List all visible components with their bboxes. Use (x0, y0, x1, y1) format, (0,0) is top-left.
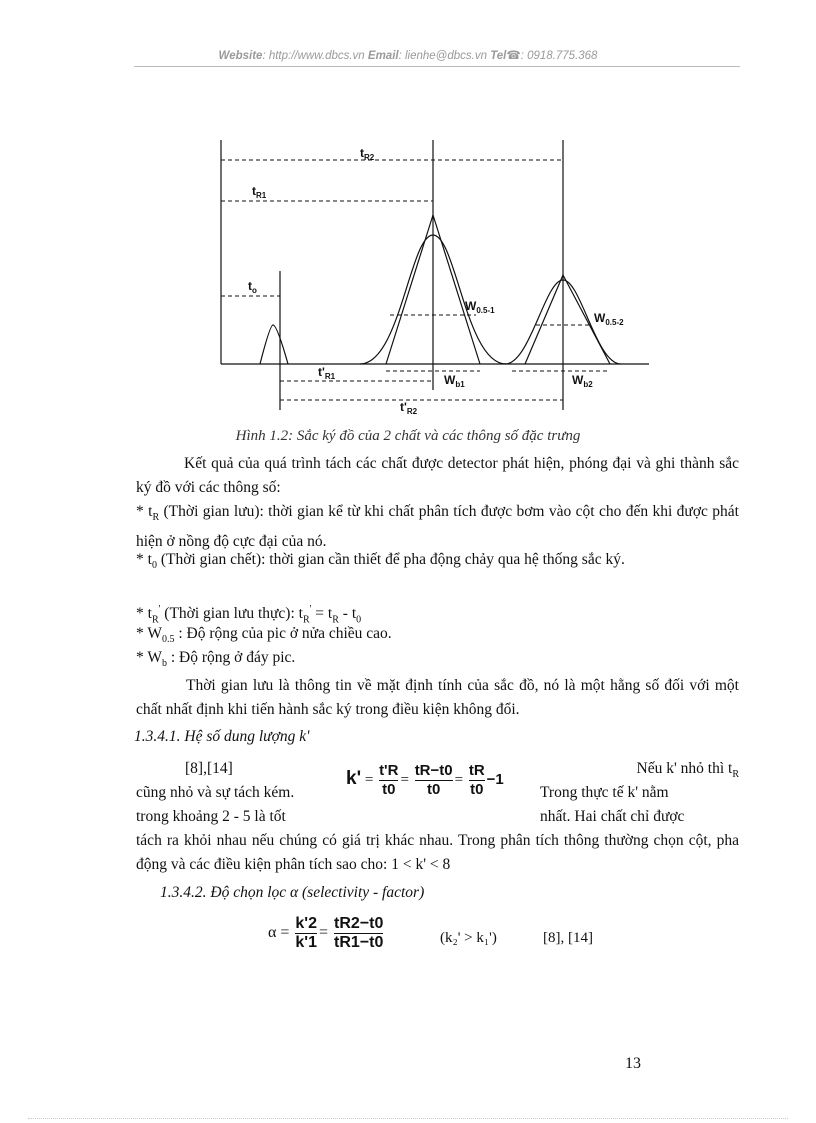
label-to: $t_o$ (248, 279, 257, 295)
page-number: 13 (625, 1055, 641, 1072)
paragraph-retention: Thời gian lưu là thông tin về mặt định tính của sắc đồ, nó là một hằng số đối với một chất nhất định khi tiến hành sắc ký trong điều kiện không đổi. (136, 677, 739, 718)
label-wb1: $W_{b1}$ (444, 373, 465, 389)
formula-k-prime: k' = $\frac{t'R}{t0}$ = $\frac{tR-t0}{t0}$ = $\frac{tR}{t0}$ −1 (346, 762, 504, 798)
label-w051: $W_{0.5-1}$ (465, 299, 495, 315)
paragraph-k-range: tách ra khỏi nhau nếu chúng có giá trị khác nhau. Trong phân tích thông thường chọn cột, pha động và các điều kiện phân tích sao cho: 1 < k' < 8 (136, 832, 739, 873)
email-value[interactable]: : lienhe@dbcs.vn (398, 50, 487, 62)
website-value[interactable]: : http://www.dbcs.vn (262, 50, 365, 62)
bullet-w05: * $W_{0.5}$ : Độ rộng của pic ở nửa chiều cao. (136, 625, 392, 646)
bullet-wb: * $W_b$ : Độ rộng ở đáy pic. (136, 649, 296, 670)
header-rule (134, 66, 740, 67)
website-label: Website (218, 50, 263, 62)
k-text-right-1: Nếu k' nhỏ thì $t_R$ (636, 760, 739, 781)
paragraph-intro: Kết quả của quá trình tách các chất được detector phát hiện, phóng đại và ghi thành sắc ký đồ với các thông số: (136, 455, 739, 496)
figure-caption: Hình 1.2: Sắc ký đồ của 2 chất và các thông số đặc trưng (235, 428, 581, 444)
bullet-tR-prime: * $t_R'$ (Thời gian lưu thực): $t_R' = t_R - t_0$ (136, 604, 362, 626)
chromatogram-figure (200, 135, 660, 420)
k-text-right-2: Trong thực tế k' nằm (540, 784, 669, 801)
bullet-t0: * $t_0$ (Thời gian chết): thời gian cần thiết để pha động chảy qua hệ thống sắc ký. (136, 551, 625, 572)
tel-label: Tel (490, 50, 507, 62)
label-tR2-top: $t_{R2}$ (360, 146, 375, 162)
formula-alpha: α = $\frac{k'2}{k'1}$ = $\frac{tR2-t0}{tR1-t0}$ (268, 915, 384, 951)
label-wb2: $W_{b2}$ (572, 373, 593, 389)
bullet-tR: * $t_R$ (Thời gian lưu): thời gian kể từ khi chất phân tích được bơm vào cột cho đến khi được phát hiện ở nồng độ cực đại của nó. (136, 503, 739, 551)
label-tR1-top: $t_{R1}$ (252, 184, 267, 200)
label-w052: $W_{0.5-2}$ (594, 311, 624, 327)
label-tpR2: $t'_{R2}$ (400, 400, 418, 416)
k-text-left-2: cũng nhỏ và sự tách kém. (136, 784, 295, 801)
email-label: Email (367, 50, 399, 62)
k-text-right-3: nhất. Hai chất chỉ được (540, 808, 685, 825)
k-text-left-3: trong khoảng 2 - 5 là tốt (136, 808, 286, 825)
footer-rule (28, 1118, 788, 1119)
refs-2: [8], [14] (543, 930, 593, 946)
alpha-condition: (k₂' > k₁') (440, 930, 497, 946)
tel-value: ☎: 0918.775.368 (506, 50, 598, 62)
page-header (0, 48, 816, 62)
refs-1: [8],[14] (185, 760, 233, 777)
label-tpR1: $t'_{R1}$ (318, 365, 336, 381)
section-1-3-4-1: 1.3.4.1. Hệ số dung lượng k' (134, 728, 310, 745)
section-1-3-4-2: 1.3.4.2. Độ chọn lọc α (selectivity - factor) (160, 884, 425, 901)
